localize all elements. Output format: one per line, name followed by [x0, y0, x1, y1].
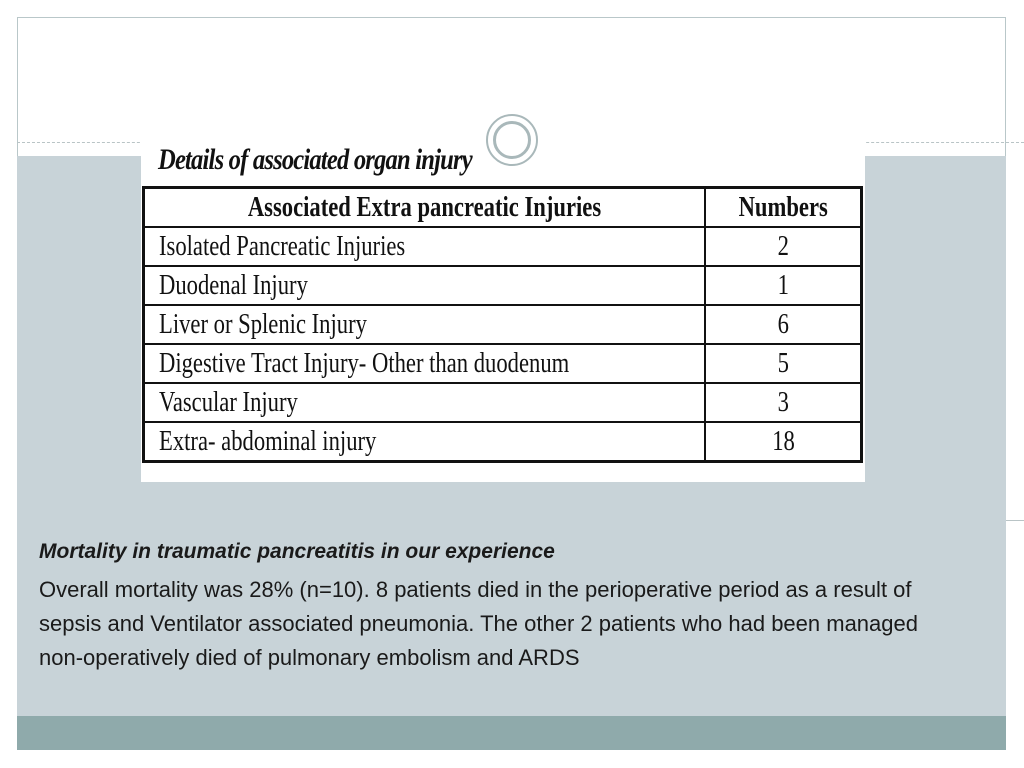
injury-cell: Vascular Injury	[144, 383, 706, 422]
table-row	[144, 383, 862, 422]
edge-line	[1006, 520, 1024, 521]
table-header-row	[144, 188, 862, 228]
column-header-numbers: Numbers	[705, 188, 861, 228]
slide-footer-band	[17, 716, 1006, 750]
table-title: Details of associated organ injury	[158, 143, 472, 176]
table-row	[144, 227, 862, 266]
injury-cell: Extra- abdominal injury	[144, 422, 706, 462]
table-row	[144, 422, 862, 462]
number-cell: 1	[705, 266, 861, 305]
injury-cell: Digestive Tract Injury- Other than duodenum	[144, 344, 706, 383]
table-row	[144, 266, 862, 305]
injury-cell: Isolated Pancreatic Injuries	[144, 227, 706, 266]
injury-cell: Duodenal Injury	[144, 266, 706, 305]
injury-cell: Liver or Splenic Injury	[144, 305, 706, 344]
mortality-heading: Mortality in traumatic pancreatitis in our experience	[39, 540, 555, 563]
column-header-injury: Associated Extra pancreatic Injuries	[144, 188, 706, 228]
number-cell: 18	[705, 422, 861, 462]
number-cell: 2	[705, 227, 861, 266]
table-row	[144, 305, 862, 344]
circle-ornament-icon	[486, 114, 538, 166]
mortality-paragraph: Overall mortality was 28% (n=10). 8 patients died in the perioperative period as a result of sepsis and Ventilator associated pneumonia. The other 2 patients who had been managed non-operatively died of pulmonary embolism and ARDS	[39, 577, 918, 670]
number-cell: 6	[705, 305, 861, 344]
number-cell: 3	[705, 383, 861, 422]
table-row	[144, 344, 862, 383]
injury-table	[142, 186, 863, 463]
number-cell: 5	[705, 344, 861, 383]
